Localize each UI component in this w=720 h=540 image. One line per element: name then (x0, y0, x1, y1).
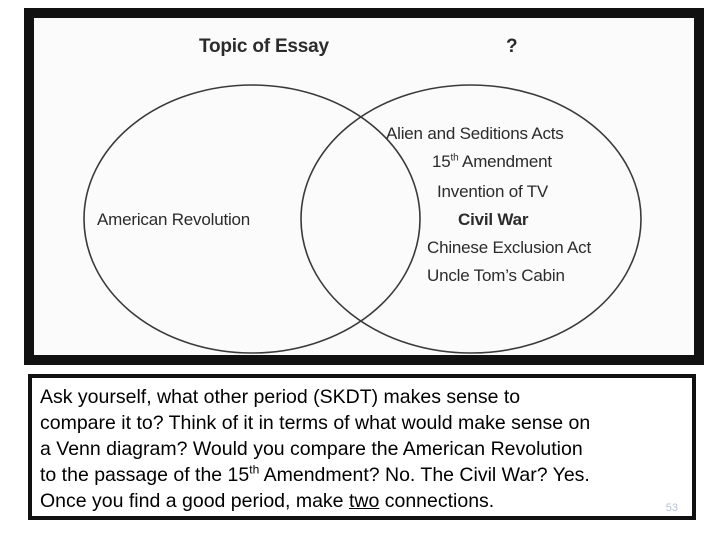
venn-diagram-frame (24, 8, 704, 365)
caption-box (28, 374, 696, 520)
right-header: ? (506, 36, 518, 57)
right-item-alien-sedition: Alien and Seditions Acts (386, 124, 564, 143)
venn-diagram (34, 18, 694, 355)
emphasis-two: two (348, 490, 380, 512)
caption-line-3: a Venn diagram? Would you compare the American Revolution (40, 438, 583, 460)
right-item-civil-war: Civil War (458, 210, 529, 229)
right-item-invention-tv: Invention of TV (437, 182, 549, 201)
caption-line-2: compare it to? Think of it in terms of what would make sense on (40, 412, 591, 434)
caption-text (40, 384, 690, 514)
left-label: American Revolution (97, 210, 251, 229)
caption-line-1: Ask yourself, what other period (SKDT) makes sense to (40, 386, 521, 408)
right-item-15th-amendment: 15th Amendment (432, 152, 552, 171)
caption-line-4: to the passage of the 15th Amendment? No. The Civil War? Yes. (40, 462, 590, 486)
slide-number: 53 (665, 502, 678, 514)
right-item-chinese-exclusion: Chinese Exclusion Act (427, 238, 591, 257)
caption-line-5: Once you find a good period, make two connections. (40, 490, 495, 512)
venn-diagram-area (34, 18, 694, 355)
left-header: Topic of Essay (199, 36, 329, 57)
right-item-uncle-toms-cabin: Uncle Tom’s Cabin (427, 266, 565, 285)
